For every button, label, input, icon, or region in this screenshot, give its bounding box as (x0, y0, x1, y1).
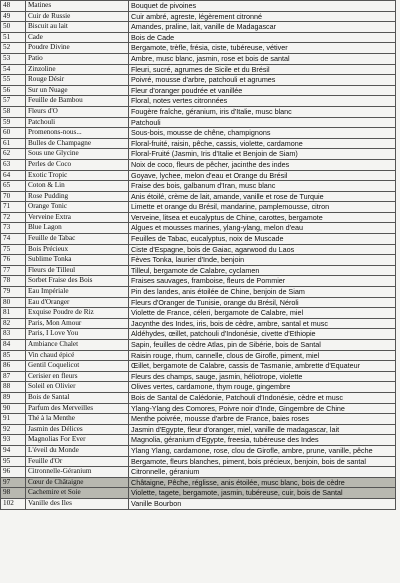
table-row (1, 159, 396, 170)
table-row (1, 308, 396, 319)
table-row (1, 276, 396, 287)
fragrance-name: Citronnelle-Géranium (26, 467, 129, 478)
fragrance-notes: Pin des landes, anis étoilée de Chine, benjoin de Siam (129, 287, 396, 298)
fragrance-name: Jasmin des Délices (26, 424, 129, 435)
fragrance-notes: Amandes, praline, lait, vanille de Madagascar (129, 22, 396, 33)
fragrance-notes: Floral, notes vertes citronnées (129, 96, 396, 107)
fragrance-notes: Fleuri, sucré, agrumes de Sicile et du Brésil (129, 64, 396, 75)
fragrance-notes: Ambre, musc blanc, jasmin, rose et bois de santal (129, 53, 396, 64)
fragrance-name: Soleil en Olivier (26, 382, 129, 393)
fragrance-name: Cade (26, 32, 129, 43)
fragrance-notes: Verveine, litsea et eucalyptus de Chine, carottes, bergamote (129, 212, 396, 223)
fragrance-name: Cœur de Châtaigne (26, 477, 129, 488)
table-row (1, 350, 396, 361)
fragrance-name: Coton & Lin (26, 181, 129, 192)
table-row (1, 488, 396, 499)
fragrance-name: Sur un Nuage (26, 85, 129, 96)
fragrance-notes: Anis étoilé, crème de lait, amande, vanille et rose de Turquie (129, 191, 396, 202)
table-row (1, 223, 396, 234)
row-number: 87 (1, 371, 26, 382)
table-row (1, 212, 396, 223)
row-number: 82 (1, 318, 26, 329)
fragrance-name: Sous une Glycine (26, 149, 129, 160)
fragrance-notes: Sapin, feuilles de cèdre Atlas, pin de Sibérie, bois de Santal (129, 340, 396, 351)
fragrance-notes: Patchouli (129, 117, 396, 128)
fragrance-name: Eau Impériale (26, 287, 129, 298)
fragrance-name: Biscuit au lait (26, 22, 129, 33)
row-number: 85 (1, 350, 26, 361)
row-number: 93 (1, 435, 26, 446)
row-number: 94 (1, 445, 26, 456)
fragrance-name: Cachemire et Soie (26, 488, 129, 499)
table-row (1, 498, 396, 509)
table-row (1, 191, 396, 202)
fragrance-notes: Magnolia, géranium d'Egypte, freesia, tubéreuse des Indes (129, 435, 396, 446)
fragrance-notes: Aldéhydes, œillet, patchouli d'Indonésie, civette d'Ethiopie (129, 329, 396, 340)
row-number: 49 (1, 11, 26, 22)
table-row (1, 22, 396, 33)
fragrance-notes: Bergamote, trèfle, frésia, ciste, tubéreuse, vétiver (129, 43, 396, 54)
fragrance-name: Exquise Poudre de Riz (26, 308, 129, 319)
row-number: 64 (1, 170, 26, 181)
row-number: 63 (1, 159, 26, 170)
row-number: 89 (1, 392, 26, 403)
table-row (1, 329, 396, 340)
row-number: 90 (1, 403, 26, 414)
fragrance-name: Paris, Mon Amour (26, 318, 129, 329)
row-number: 52 (1, 43, 26, 54)
row-number: 51 (1, 32, 26, 43)
row-number: 48 (1, 1, 26, 12)
fragrance-name: Perles de Coco (26, 159, 129, 170)
row-number: 73 (1, 223, 26, 234)
fragrance-name: Feuille de Bambou (26, 96, 129, 107)
fragrance-notes: Jacynthe des Indes, iris, bois de cèdre, ambre, santal et musc (129, 318, 396, 329)
row-number: 65 (1, 181, 26, 192)
fragrance-name: Fleurs de Tilleul (26, 265, 129, 276)
row-number: 76 (1, 255, 26, 266)
table-row (1, 287, 396, 298)
fragrance-name: Magnolias For Ever (26, 435, 129, 446)
fragrance-name: Ambiance Chalet (26, 340, 129, 351)
table-row (1, 371, 396, 382)
fragrance-notes: Poivré, mousse d'arbre, patchouli et agrumes (129, 75, 396, 86)
fragrance-notes: Floral-fruité, raisin, pêche, cassis, violette, cardamone (129, 138, 396, 149)
fragrance-name: Parfum des Merveilles (26, 403, 129, 414)
table-row (1, 318, 396, 329)
table-row (1, 53, 396, 64)
fragrance-name: Patio (26, 53, 129, 64)
fragrance-table-body (1, 1, 396, 510)
table-row (1, 117, 396, 128)
fragrance-notes: Menthe poivrée, mousse d'arbre de France, baies roses (129, 414, 396, 425)
row-number: 83 (1, 329, 26, 340)
fragrance-name: Cerisier en fleurs (26, 371, 129, 382)
row-number: 57 (1, 96, 26, 107)
fragrance-notes: Tilleul, bergamote de Calabre, cyclamen (129, 265, 396, 276)
fragrance-notes: Algues et mousses marines, ylang-ylang, melon d'eau (129, 223, 396, 234)
table-row (1, 43, 396, 54)
row-number: 59 (1, 117, 26, 128)
fragrance-notes: Goyave, lychee, melon d'eau et Orange du Brésil (129, 170, 396, 181)
row-number: 50 (1, 22, 26, 33)
fragrance-name: Vanille des Iles (26, 498, 129, 509)
fragrance-notes: Floral-Fruité (Jasmin, Iris d'Italie et Benjoin de Siam) (129, 149, 396, 160)
fragrance-name: Bois de Santal (26, 392, 129, 403)
fragrance-notes: Ciste d'Espagne, bois de Gaiac, agarwood du Laos (129, 244, 396, 255)
fragrance-name: Exotic Tropic (26, 170, 129, 181)
row-number: 54 (1, 64, 26, 75)
table-row (1, 297, 396, 308)
fragrance-name: Zinzoline (26, 64, 129, 75)
fragrance-name: Bois Précieux (26, 244, 129, 255)
fragrance-notes: Vanille Bourbon (129, 498, 396, 509)
row-number: 95 (1, 456, 26, 467)
row-number: 78 (1, 276, 26, 287)
fragrance-notes: Châtaigne, Pêche, réglisse, anis étoilée, musc blanc, bois de cèdre (129, 477, 396, 488)
fragrance-name: Matines (26, 1, 129, 12)
table-row (1, 340, 396, 351)
table-row (1, 64, 396, 75)
table-row (1, 202, 396, 213)
table-row (1, 32, 396, 43)
fragrance-name: Verveine Extra (26, 212, 129, 223)
table-row (1, 234, 396, 245)
row-number: 86 (1, 361, 26, 372)
fragrance-name: Cuir de Russie (26, 11, 129, 22)
table-row (1, 1, 396, 12)
row-number: 55 (1, 75, 26, 86)
fragrance-notes: Citronnelle, géranium (129, 467, 396, 478)
fragrance-notes: Sous-bois, mousse de chêne, champignons (129, 128, 396, 139)
table-row (1, 424, 396, 435)
table-row (1, 255, 396, 266)
row-number: 72 (1, 212, 26, 223)
fragrance-notes: Bois de Santal de Calédonie, Patchouli d'Indonésie, cèdre et musc (129, 392, 396, 403)
row-number: 96 (1, 467, 26, 478)
fragrance-notes: Ylang Ylang, cardamone, rose, clou de Girofle, ambre, prune, vanille, pêche (129, 445, 396, 456)
row-number: 81 (1, 308, 26, 319)
row-number: 79 (1, 287, 26, 298)
fragrance-name: Sublime Tonka (26, 255, 129, 266)
fragrance-name: Gentil Coquelicot (26, 361, 129, 372)
row-number: 92 (1, 424, 26, 435)
fragrance-notes: Fraise des bois, galbanum d'Iran, musc blanc (129, 181, 396, 192)
fragrance-notes: Cuir ambré, agreste, légèrement citronné (129, 11, 396, 22)
fragrance-notes: Bouquet de pivoines (129, 1, 396, 12)
row-number: 74 (1, 234, 26, 245)
table-row (1, 128, 396, 139)
table-row (1, 456, 396, 467)
fragrance-notes: Fleurs d'Oranger de Tunisie, orange du Brésil, Néroli (129, 297, 396, 308)
row-number: 60 (1, 128, 26, 139)
fragrance-notes: Bergamote, fleurs blanches, piment, bois précieux, benjoin, bois de santal (129, 456, 396, 467)
table-row (1, 361, 396, 372)
fragrance-name: Fleurs d'O (26, 106, 129, 117)
fragrance-name: Paris, I Love You (26, 329, 129, 340)
fragrance-notes: Œillet, bergamote de Calabre, cassis de Tasmanie, ambrette d'Equateur (129, 361, 396, 372)
row-number: 98 (1, 488, 26, 499)
fragrance-name: L'éveil du Monde (26, 445, 129, 456)
fragrance-notes: Limette et orange du Brésil, mandarine, pamplemousse, citron (129, 202, 396, 213)
fragrance-name: Thé à la Menthe (26, 414, 129, 425)
fragrance-notes: Fougère fraîche, géranium, iris d'Italie, musc blanc (129, 106, 396, 117)
fragrance-name: Patchouli (26, 117, 129, 128)
table-row (1, 75, 396, 86)
row-number: 102 (1, 498, 26, 509)
fragrance-name: Feuille d'Or (26, 456, 129, 467)
fragrance-notes: Violette, tagete, bergamote, jasmin, tubéreuse, cuir, bois de Santal (129, 488, 396, 499)
row-number: 77 (1, 265, 26, 276)
table-row (1, 138, 396, 149)
row-number: 56 (1, 85, 26, 96)
fragrance-name: Bulles de Champagne (26, 138, 129, 149)
row-number: 80 (1, 297, 26, 308)
row-number: 58 (1, 106, 26, 117)
table-row (1, 467, 396, 478)
row-number: 91 (1, 414, 26, 425)
fragrance-name: Vin chaud épicé (26, 350, 129, 361)
table-row (1, 477, 396, 488)
table-row (1, 106, 396, 117)
row-number: 84 (1, 340, 26, 351)
row-number: 62 (1, 149, 26, 160)
fragrance-notes: Fraises sauvages, framboise, fleurs de Pommier (129, 276, 396, 287)
fragrance-name: Eau d'Oranger (26, 297, 129, 308)
fragrance-notes: Fleurs des champs, sauge, jasmin, héliotrope, violette (129, 371, 396, 382)
table-row (1, 244, 396, 255)
row-number: 61 (1, 138, 26, 149)
table-row (1, 382, 396, 393)
fragrance-notes: Violette de France, céleri, bergamote de Calabre, miel (129, 308, 396, 319)
fragrance-notes: Fèves Tonka, laurier d'Inde, benjoin (129, 255, 396, 266)
row-number: 53 (1, 53, 26, 64)
fragrance-notes: Feuilles de Tabac, eucalyptus, noix de Muscade (129, 234, 396, 245)
row-number: 70 (1, 191, 26, 202)
fragrance-notes: Noix de coco, fleurs de pêcher, jacinthe des indes (129, 159, 396, 170)
fragrance-notes: Olives vertes, cardamone, thym rouge, gingembre (129, 382, 396, 393)
table-row (1, 414, 396, 425)
fragrance-notes: Bois de Cade (129, 32, 396, 43)
fragrance-name: Rose Pudding (26, 191, 129, 202)
fragrance-name: Poudre Divine (26, 43, 129, 54)
table-row (1, 403, 396, 414)
table-row (1, 85, 396, 96)
fragrance-name: Promenons-nous... (26, 128, 129, 139)
fragrance-notes: Fleur d'oranger poudrée et vanillée (129, 85, 396, 96)
table-row (1, 265, 396, 276)
table-row (1, 149, 396, 160)
table-row (1, 445, 396, 456)
row-number: 88 (1, 382, 26, 393)
row-number: 71 (1, 202, 26, 213)
fragrance-name: Feuille de Tabac (26, 234, 129, 245)
fragrance-name: Sorbet Fraise des Bois (26, 276, 129, 287)
fragrance-notes: Raisin rouge, rhum, cannelle, clous de Girofle, piment, miel (129, 350, 396, 361)
table-row (1, 11, 396, 22)
row-number: 75 (1, 244, 26, 255)
fragrance-name: Blue Lagon (26, 223, 129, 234)
fragrance-name: Orange Tonic (26, 202, 129, 213)
table-row (1, 96, 396, 107)
row-number: 97 (1, 477, 26, 488)
table-row (1, 181, 396, 192)
fragrance-name: Rouge Désir (26, 75, 129, 86)
fragrance-notes: Ylang-Ylang des Comores, Poivre noir d'Inde, Gingembre de Chine (129, 403, 396, 414)
table-row (1, 435, 396, 446)
table-row (1, 392, 396, 403)
fragrance-notes: Jasmin d'Egypte, fleur d'oranger, miel, vanille de madagascar, lait (129, 424, 396, 435)
table-row (1, 170, 396, 181)
